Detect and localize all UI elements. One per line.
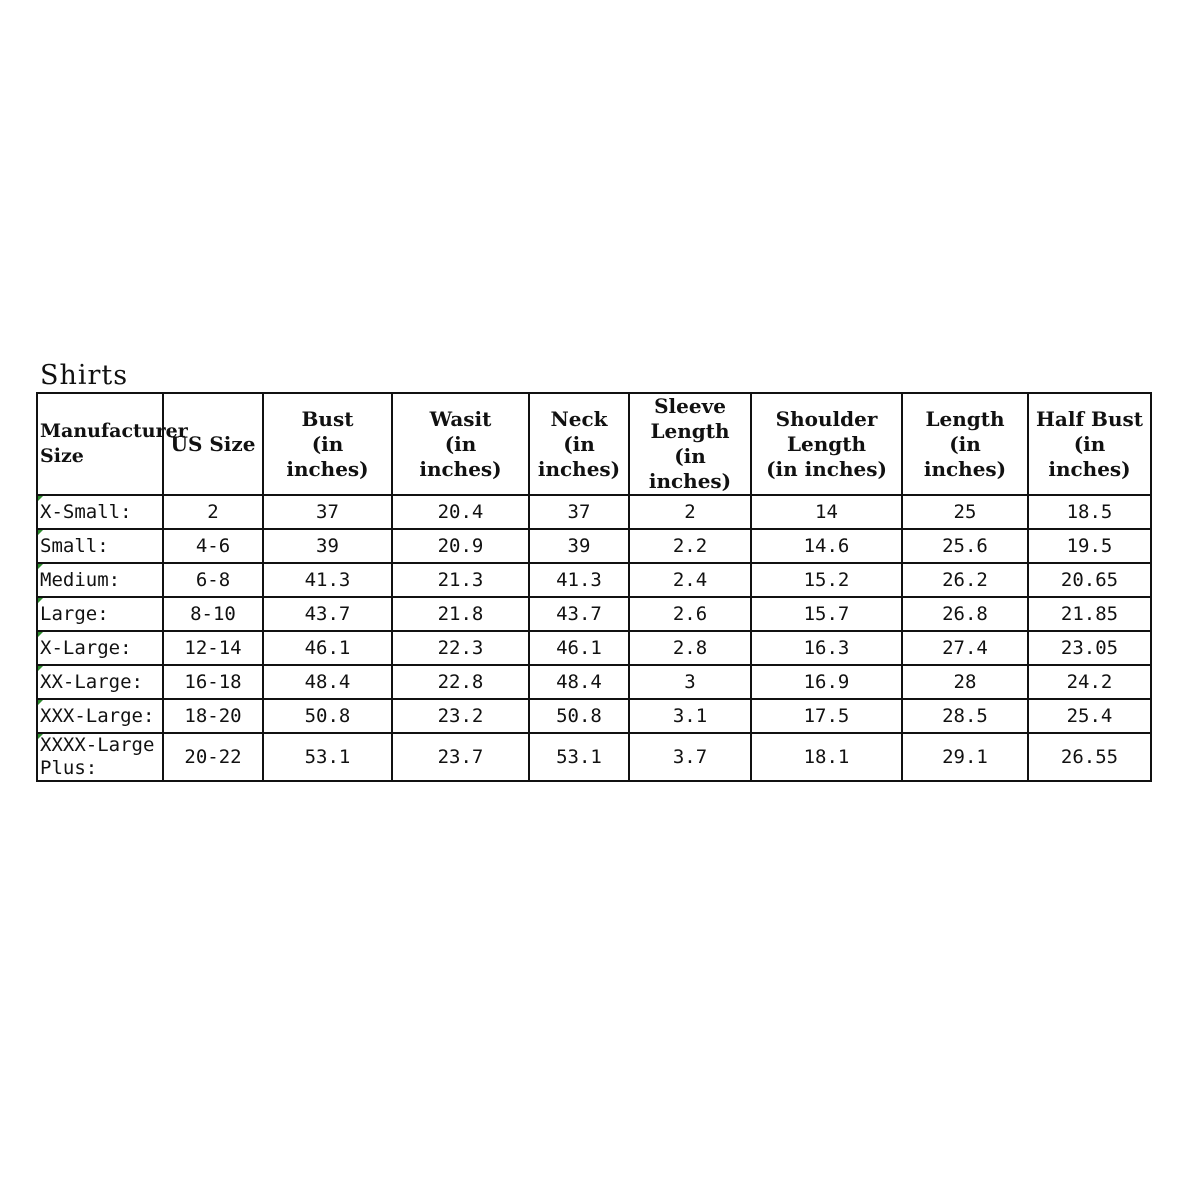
length-cell: 26.8 <box>902 597 1028 631</box>
waist-cell: 21.8 <box>392 597 529 631</box>
waist-cell: 20.9 <box>392 529 529 563</box>
sleeve-length-cell: 2.2 <box>629 529 751 563</box>
neck-cell: 48.4 <box>529 665 629 699</box>
half-bust-cell: 25.4 <box>1028 699 1151 733</box>
bust-cell: 50.8 <box>263 699 392 733</box>
manufacturer-size-cell: Small: <box>37 529 163 563</box>
page-title: Shirts <box>40 360 129 391</box>
length-cell: 27.4 <box>902 631 1028 665</box>
bust-cell: 53.1 <box>263 733 392 781</box>
table-row <box>37 631 1151 665</box>
shoulder-length-cell: 16.3 <box>751 631 902 665</box>
sleeve-length-cell: 2 <box>629 495 751 529</box>
table-row <box>37 529 1151 563</box>
us-size-cell: 16-18 <box>163 665 263 699</box>
half-bust-cell: 24.2 <box>1028 665 1151 699</box>
header-length: Length (in inches) <box>902 393 1028 495</box>
half-bust-cell: 23.05 <box>1028 631 1151 665</box>
bust-cell: 46.1 <box>263 631 392 665</box>
manufacturer-size-cell: XX-Large: <box>37 665 163 699</box>
length-cell: 28 <box>902 665 1028 699</box>
shoulder-length-cell: 15.7 <box>751 597 902 631</box>
table-row <box>37 733 1151 781</box>
manufacturer-size-cell: Large: <box>37 597 163 631</box>
sleeve-length-cell: 2.8 <box>629 631 751 665</box>
sleeve-length-cell: 3 <box>629 665 751 699</box>
bust-cell: 48.4 <box>263 665 392 699</box>
waist-cell: 23.2 <box>392 699 529 733</box>
length-cell: 25.6 <box>902 529 1028 563</box>
shoulder-length-cell: 17.5 <box>751 699 902 733</box>
shoulder-length-cell: 15.2 <box>751 563 902 597</box>
half-bust-cell: 26.55 <box>1028 733 1151 781</box>
length-cell: 29.1 <box>902 733 1028 781</box>
bust-cell: 41.3 <box>263 563 392 597</box>
us-size-cell: 20-22 <box>163 733 263 781</box>
manufacturer-size-cell: X-Small: <box>37 495 163 529</box>
shoulder-length-cell: 14 <box>751 495 902 529</box>
manufacturer-size-cell: X-Large: <box>37 631 163 665</box>
header-manufacturer-size: Manufacturer Size <box>37 393 163 495</box>
sleeve-length-cell: 2.6 <box>629 597 751 631</box>
waist-cell: 22.3 <box>392 631 529 665</box>
manufacturer-size-cell: XXXX-Large Plus: <box>37 733 163 781</box>
us-size-cell: 4-6 <box>163 529 263 563</box>
waist-cell: 21.3 <box>392 563 529 597</box>
us-size-cell: 12-14 <box>163 631 263 665</box>
length-cell: 25 <box>902 495 1028 529</box>
half-bust-cell: 19.5 <box>1028 529 1151 563</box>
sleeve-length-cell: 3.7 <box>629 733 751 781</box>
table-row <box>37 495 1151 529</box>
us-size-cell: 8-10 <box>163 597 263 631</box>
header-shoulder-length: Shoulder Length (in inches) <box>751 393 902 495</box>
neck-cell: 39 <box>529 529 629 563</box>
waist-cell: 20.4 <box>392 495 529 529</box>
size-chart-table <box>36 392 1152 782</box>
half-bust-cell: 21.85 <box>1028 597 1151 631</box>
waist-cell: 22.8 <box>392 665 529 699</box>
neck-cell: 41.3 <box>529 563 629 597</box>
header-sleeve-length: Sleeve Length (in inches) <box>629 393 751 495</box>
shoulder-length-cell: 16.9 <box>751 665 902 699</box>
bust-cell: 39 <box>263 529 392 563</box>
header-neck: Neck (in inches) <box>529 393 629 495</box>
sleeve-length-cell: 3.1 <box>629 699 751 733</box>
us-size-cell: 6-8 <box>163 563 263 597</box>
header-row <box>37 393 1151 495</box>
us-size-cell: 18-20 <box>163 699 263 733</box>
manufacturer-size-cell: XXX-Large: <box>37 699 163 733</box>
neck-cell: 43.7 <box>529 597 629 631</box>
shoulder-length-cell: 18.1 <box>751 733 902 781</box>
table-row <box>37 699 1151 733</box>
length-cell: 28.5 <box>902 699 1028 733</box>
bust-cell: 37 <box>263 495 392 529</box>
bust-cell: 43.7 <box>263 597 392 631</box>
table-row <box>37 597 1151 631</box>
sleeve-length-cell: 2.4 <box>629 563 751 597</box>
neck-cell: 37 <box>529 495 629 529</box>
length-cell: 26.2 <box>902 563 1028 597</box>
neck-cell: 53.1 <box>529 733 629 781</box>
table-row <box>37 563 1151 597</box>
header-bust: Bust (in inches) <box>263 393 392 495</box>
header-half-bust: Half Bust (in inches) <box>1028 393 1151 495</box>
table-row <box>37 665 1151 699</box>
half-bust-cell: 20.65 <box>1028 563 1151 597</box>
waist-cell: 23.7 <box>392 733 529 781</box>
manufacturer-size-cell: Medium: <box>37 563 163 597</box>
half-bust-cell: 18.5 <box>1028 495 1151 529</box>
header-us-size: US Size <box>163 393 263 495</box>
header-waist: Wasit (in inches) <box>392 393 529 495</box>
neck-cell: 50.8 <box>529 699 629 733</box>
us-size-cell: 2 <box>163 495 263 529</box>
shoulder-length-cell: 14.6 <box>751 529 902 563</box>
neck-cell: 46.1 <box>529 631 629 665</box>
